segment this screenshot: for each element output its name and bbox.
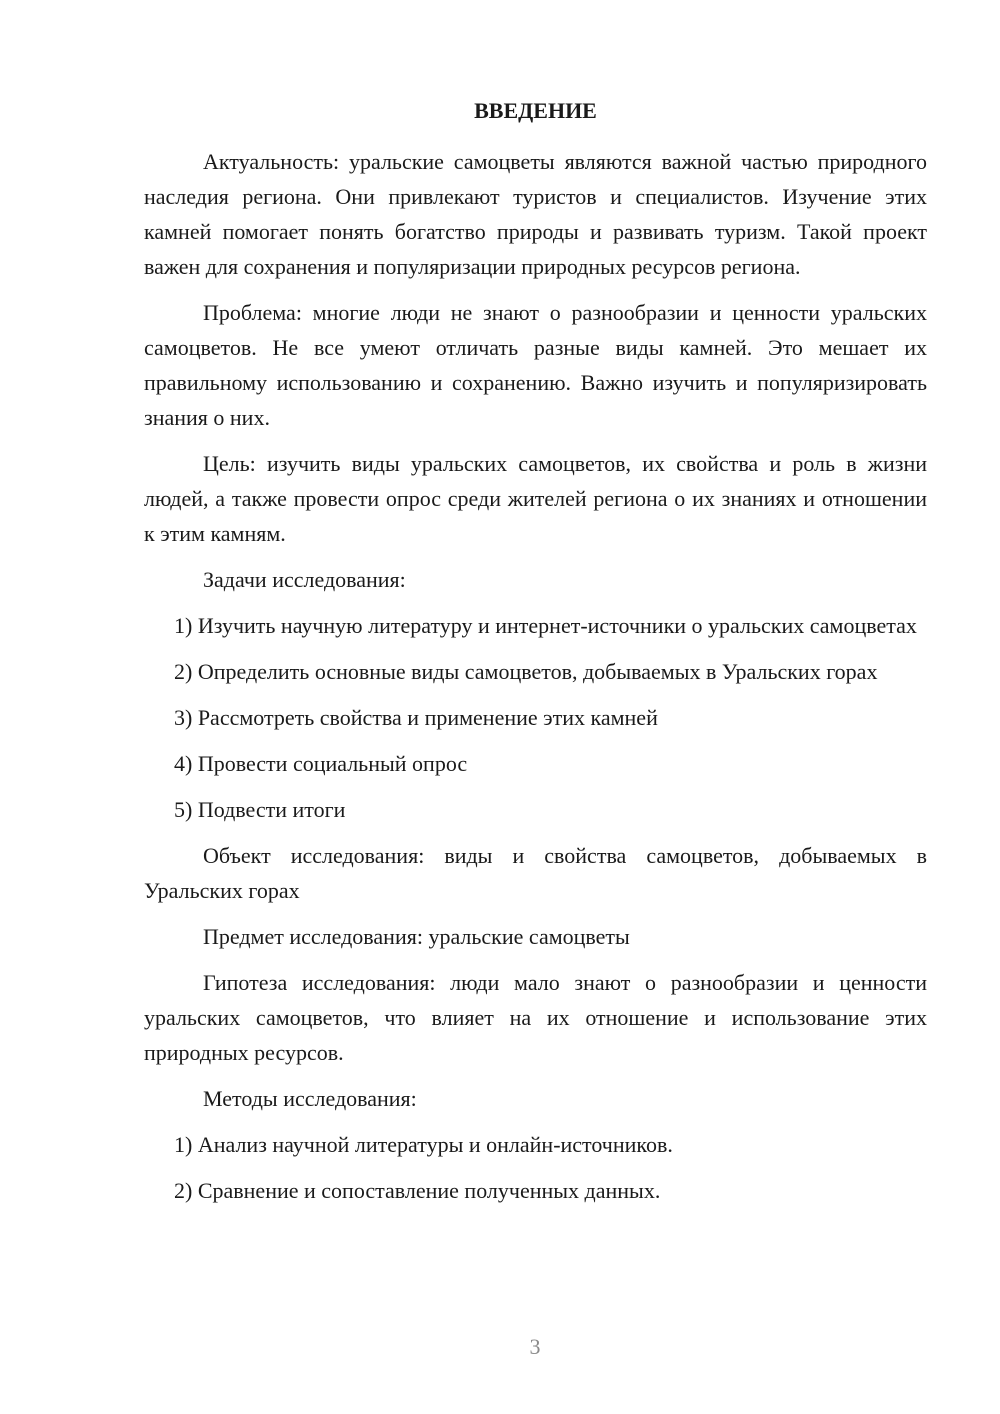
page-title: ВВЕДЕНИЕ — [474, 98, 597, 123]
goal-paragraph: Цель: изучить виды уральских самоцветов, их свойства и роль в жизни людей, а также провести опрос среди жителей региона о их знаниях и отношении к этим камням. — [144, 451, 927, 546]
method-item: 2) Сравнение и сопоставление полученных данных. — [174, 1178, 661, 1203]
page-number: 3 — [529, 1334, 541, 1359]
document-page — [144, 96, 927, 1219]
relevance-paragraph: Актуальность: уральские самоцветы являются важной частью природного наследия региона. Они привлекают туристов и специалистов. Изучение этих камней помогает понять богатство природы и развивать туризм. Такой проект важен для сохранения и популяризации природных ресурсов региона. — [144, 149, 927, 279]
object-paragraph: Объект исследования: виды и свойства самоцветов, добываемых в Уральских горах — [144, 843, 927, 903]
subject-paragraph: Предмет исследования: уральские самоцветы — [203, 924, 630, 949]
task-item: 4) Провести социальный опрос — [174, 751, 468, 776]
method-item: 1) Анализ научной литературы и онлайн-источников. — [174, 1132, 673, 1157]
methods-heading: Методы исследования: — [203, 1086, 417, 1111]
task-item: 2) Определить основные виды самоцветов, добываемых в Уральских горах — [174, 659, 878, 684]
task-item: 5) Подвести итоги — [174, 797, 346, 822]
hypothesis-paragraph: Гипотеза исследования: люди мало знают о разнообразии и ценности уральских самоцветов, что влияет на их отношение и использование этих природных ресурсов. — [144, 970, 927, 1065]
problem-paragraph: Проблема: многие люди не знают о разнообразии и ценности уральских самоцветов. Не все умеют отличать разные виды камней. Это мешает их правильному использованию и сохранению. Важно изучить и популяризировать знания о них. — [144, 300, 927, 430]
tasks-heading: Задачи исследования: — [203, 567, 406, 592]
task-item: 1) Изучить научную литературу и интернет-источники о уральских самоцветах — [174, 613, 917, 638]
task-item: 3) Рассмотреть свойства и применение этих камней — [174, 705, 658, 730]
